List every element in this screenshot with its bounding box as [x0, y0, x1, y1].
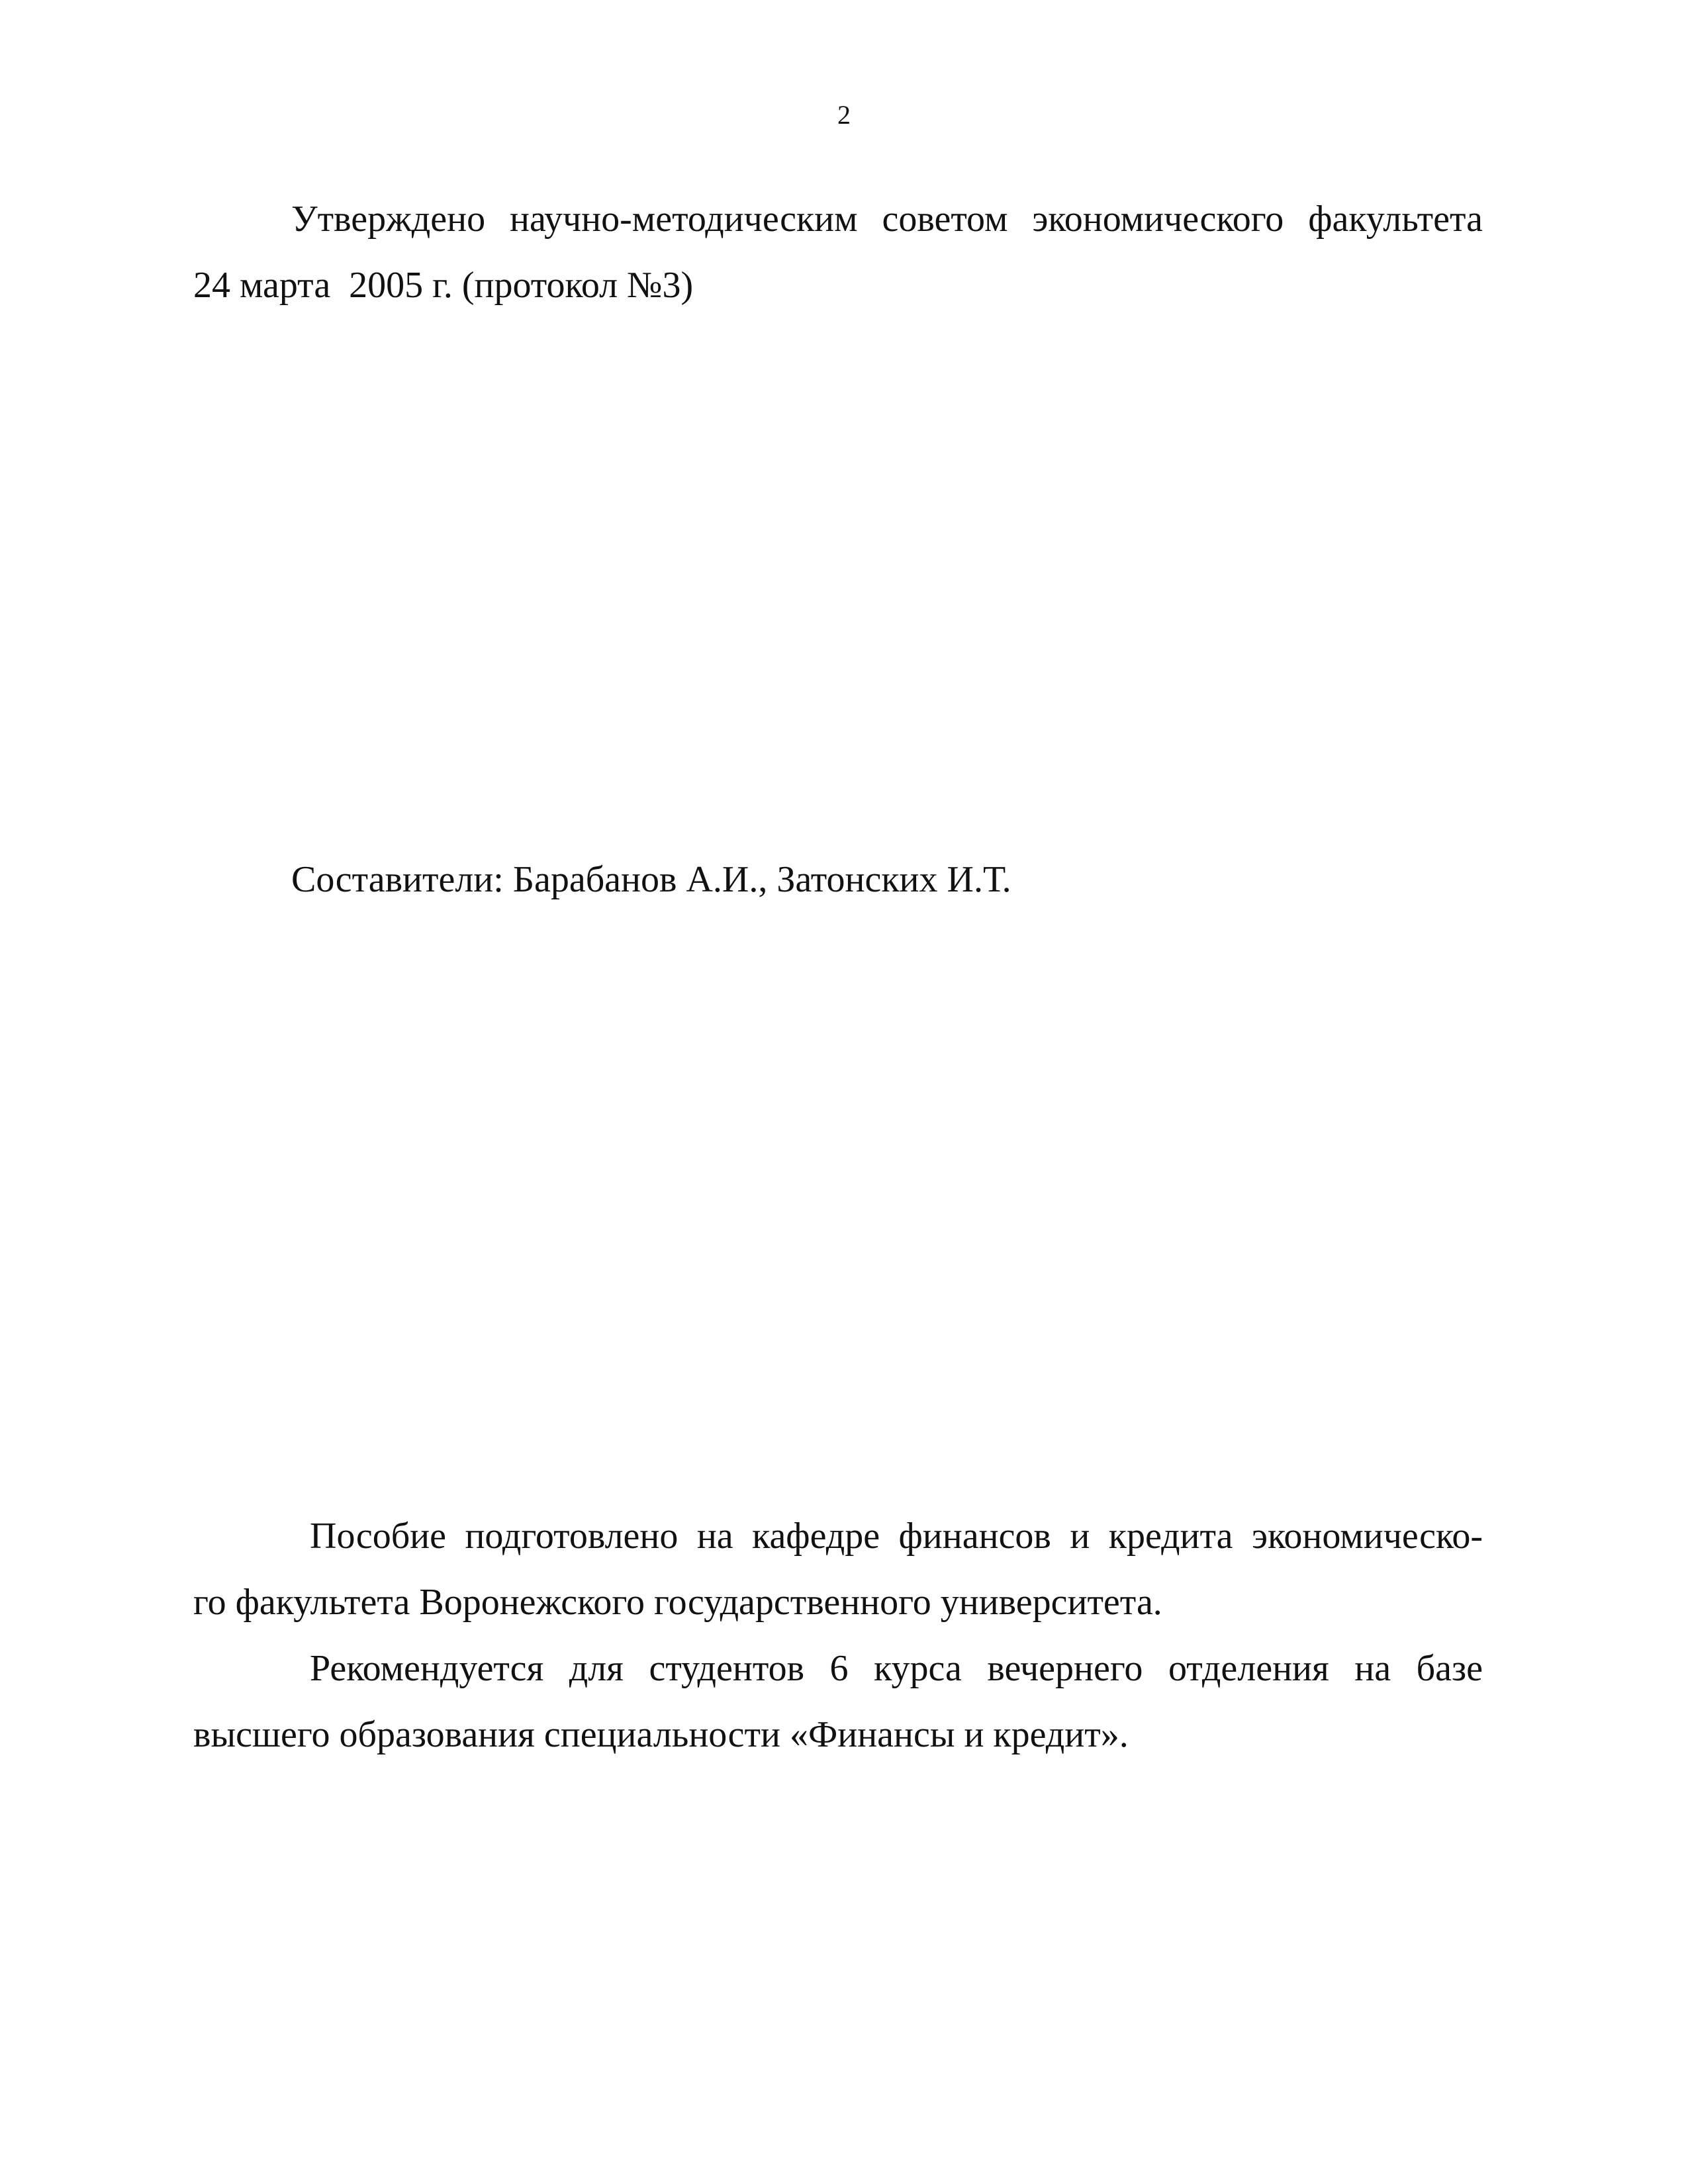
page-number: 2 [837, 100, 851, 130]
approval-line-2: 24 марта 2005 г. (протокол №3) [193, 265, 694, 306]
recommendation-line-1: Рекомендуется для студентов 6 курса вечернего отделения на базе [310, 1648, 1483, 1689]
preparation-line-1: Пособие подготовлено на кафедре финансов и кредита экономическо- [310, 1516, 1483, 1557]
approval-line-1: Утверждено научно-методическим советом экономического факультета [291, 199, 1483, 240]
compilers: Составители: Барабанов А.И., Затонских И.Т. [291, 859, 1011, 900]
preparation-line-2: го факультета Воронежского государственного университета. [193, 1582, 1162, 1623]
recommendation-line-2: высшего образования специальности «Финансы и кредит». [193, 1714, 1129, 1755]
